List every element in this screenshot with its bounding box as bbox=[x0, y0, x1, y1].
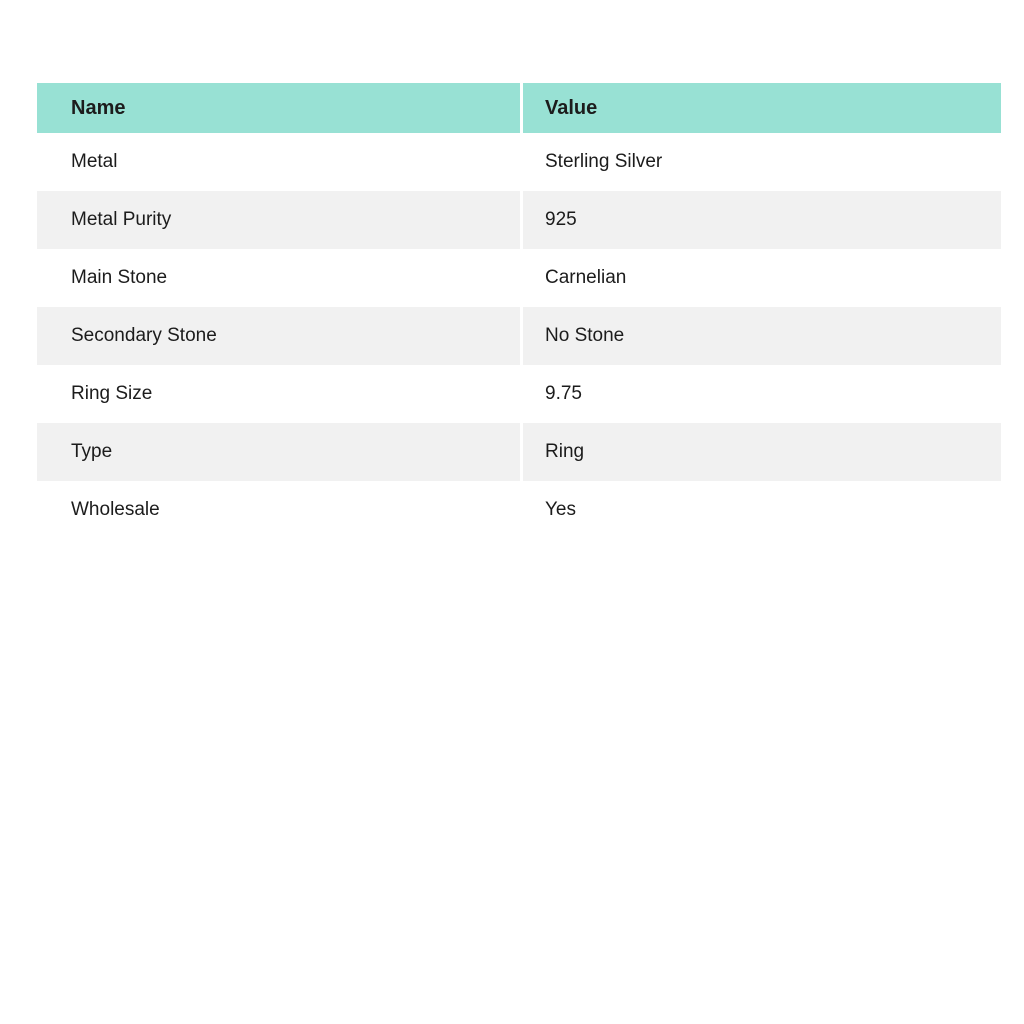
row-value-metal: Sterling Silver bbox=[523, 133, 1001, 191]
product-spec-table bbox=[37, 83, 1001, 539]
row-name-ring-size: Ring Size bbox=[37, 365, 523, 423]
table-row bbox=[37, 249, 1001, 307]
row-name-main-stone: Main Stone bbox=[37, 249, 523, 307]
table-row bbox=[37, 481, 1001, 539]
row-value-main-stone: Carnelian bbox=[523, 249, 1001, 307]
table-header-row bbox=[37, 83, 1001, 133]
row-value-wholesale: Yes bbox=[523, 481, 1001, 539]
table-row bbox=[37, 307, 1001, 365]
table-row bbox=[37, 191, 1001, 249]
table-row bbox=[37, 423, 1001, 481]
table-row bbox=[37, 133, 1001, 191]
row-value-type: Ring bbox=[523, 423, 1001, 481]
row-name-metal-purity: Metal Purity bbox=[37, 191, 523, 249]
row-value-ring-size: 9.75 bbox=[523, 365, 1001, 423]
row-name-type: Type bbox=[37, 423, 523, 481]
row-value-metal-purity: 925 bbox=[523, 191, 1001, 249]
row-name-secondary-stone: Secondary Stone bbox=[37, 307, 523, 365]
column-header-name: Name bbox=[37, 83, 523, 133]
row-name-metal: Metal bbox=[37, 133, 523, 191]
table-row bbox=[37, 365, 1001, 423]
column-header-value: Value bbox=[523, 83, 1001, 133]
row-name-wholesale: Wholesale bbox=[37, 481, 523, 539]
row-value-secondary-stone: No Stone bbox=[523, 307, 1001, 365]
